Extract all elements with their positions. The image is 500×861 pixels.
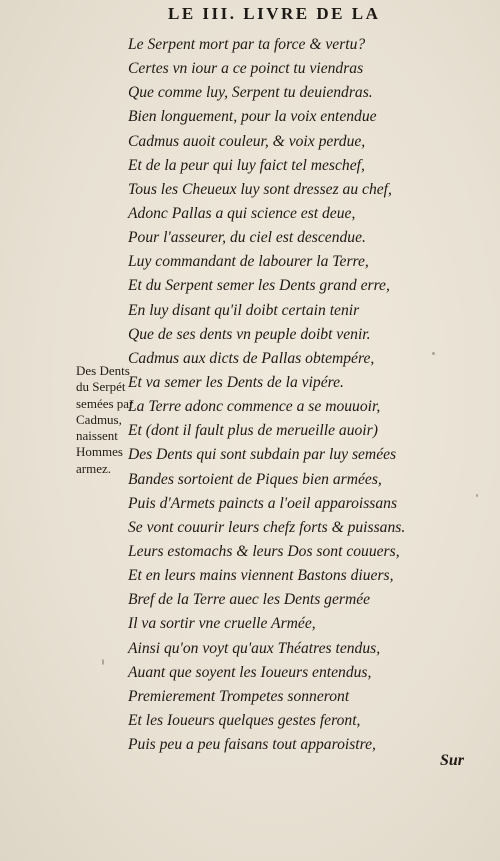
verse-line: Auant que soyent les Ioueurs entendus, (128, 663, 372, 681)
marginal-note-line: Des Dents (76, 363, 130, 378)
marginal-note-line: Hommes (76, 444, 123, 460)
verse-line: Et (dont il fault plus de merueille auoir) (128, 422, 378, 440)
verse-line: Il va sortir vne cruelle Armée, (128, 615, 316, 633)
catchword: Sur (440, 752, 465, 769)
verse-line: Certes vn iour a ce poinct tu viendras (128, 60, 364, 78)
verse-line: Cadmus auoit couleur, & voix perdue, (128, 132, 366, 150)
marginal-note-line: semées par (76, 395, 134, 411)
running-head: LE III. LIVRE DE LA (168, 4, 381, 23)
verse-line: Puis d'Armets paincts a l'oeil apparoissans (128, 494, 398, 512)
ink-speck (102, 659, 104, 665)
verse-line: Le Serpent mort par ta force & vertu? (128, 36, 366, 53)
verse-line: Ainsi qu'on voyt qu'aux Théatres tendus, (128, 639, 381, 657)
marginal-note-line: Cadmus, (76, 411, 122, 427)
ink-speck (476, 494, 478, 497)
verse-line: Tous les Cheueux luy sont dressez au chef, (128, 180, 392, 198)
verse-line: Et en leurs mains viennent Bastons diuers, (128, 567, 394, 585)
verse-block (128, 33, 496, 757)
verse-line: Et du Serpent semer les Dents grand erre, (128, 277, 390, 295)
verse-line: Bien longuement, pour la voix entendue (128, 108, 377, 126)
verse-line: Bref de la Terre auec les Dents germée (128, 591, 371, 609)
verse-line: Bandes sortoient de Piques bien armées, (128, 470, 382, 488)
verse-line: Des Dents qui sont subdain par luy semées (128, 446, 397, 464)
verse-line: Que comme luy, Serpent tu deuiendras. (128, 84, 373, 102)
verse-line: Premierement Trompetes sonneront (128, 687, 350, 705)
verse-line: Et de la peur qui luy faict tel meschef, (128, 156, 365, 174)
verse-line: En luy disant qu'il doibt certain tenir (128, 301, 360, 319)
marginal-note-line: armez. (76, 460, 112, 476)
verse-line: Que de ses dents vn peuple doibt venir. (128, 325, 371, 343)
verse-line: Et les Ioueurs quelques gestes feront, (128, 711, 361, 729)
marginal-note-line: du Serpét (76, 379, 126, 395)
verse-line: Pour l'asseurer, du ciel est descendue. (128, 229, 366, 247)
verse-line: Leurs estomachs & leurs Dos sont couuers, (128, 542, 400, 560)
verse-line: Et va semer les Dents de la vipére. (128, 373, 344, 391)
marginal-note-line: naissent (76, 428, 118, 444)
verse-line: La Terre adonc commence a se mouuoir, (128, 398, 381, 416)
verse-line: Se vont couurir leurs chefz forts & puissans. (128, 518, 406, 536)
verse-line: Adonc Pallas a qui science est deue, (128, 204, 356, 222)
verse-line: Luy commandant de labourer la Terre, (128, 253, 369, 271)
marginal-note (76, 363, 132, 477)
verse-line: Cadmus aux dicts de Pallas obtempére, (128, 349, 375, 367)
verse-line: Puis peu a peu faisans tout apparoistre, (128, 736, 376, 754)
ink-speck (432, 352, 435, 355)
